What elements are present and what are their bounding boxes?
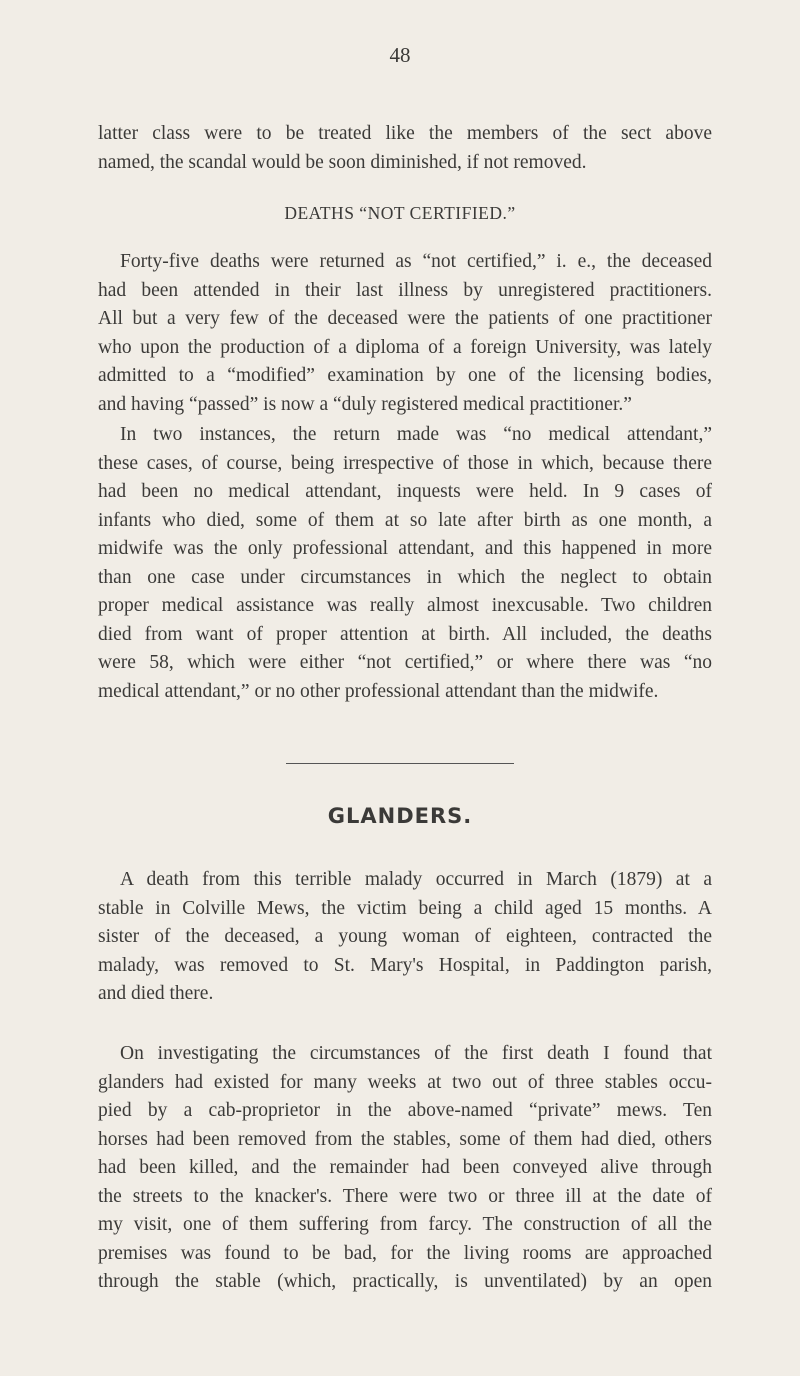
text-line: stable in Colville Mews, the victim being a child aged 15 months. A [98, 897, 712, 919]
section-heading-glanders: GLANDERS. [327, 804, 473, 828]
text-line: had been attended in their last illness by unregistered practitioners. [98, 279, 712, 301]
text-line: medical attendant,” or no other professional attendant than the midwife. [98, 680, 659, 702]
text-line: my visit, one of them suffering from farcy. The construction of all the [98, 1214, 712, 1235]
text-line: who upon the production of a diploma of a foreign University, was lately [98, 336, 712, 358]
text-line: were 58, which were either “not certified,” or where there was “no [98, 652, 712, 673]
text-line: premises was found to be bad, for the living rooms are approached [98, 1242, 712, 1264]
text-line: through the stable (which, practically, is unventilated) by an open [98, 1271, 712, 1292]
text-line: Forty-five deaths were returned as “not certified,” i. e., the deceased [120, 251, 712, 272]
text-line: the streets to the knacker's. There were two or three ill at the date of [98, 1185, 712, 1207]
text-line: horses had been removed from the stables, some of them had died, others [98, 1128, 712, 1150]
text-line: than one case under circumstances in which the neglect to obtain [98, 566, 712, 588]
page-number: 48 [389, 43, 411, 67]
text-line: pied by a cab-proprietor in the above-named “private” mews. Ten [98, 1100, 712, 1121]
text-line: All but a very few of the deceased were the patients of one practitioner [98, 308, 712, 329]
text-line: named, the scandal would be soon diminished, if not removed. [98, 151, 587, 173]
text-line: In two instances, the return made was “no medical attendant,” [120, 424, 712, 445]
text-line: glanders had existed for many weeks at two out of three stables occu- [98, 1071, 712, 1093]
text-line: had been killed, and the remainder had been conveyed alive through [98, 1157, 712, 1178]
text-line: and having “passed” is now a “duly registered medical practitioner.” [98, 393, 632, 415]
text-line: malady, was removed to St. Mary's Hospital, in Paddington parish, [98, 954, 712, 976]
section-divider [286, 763, 514, 764]
text-line: latter class were to be treated like the members of the sect above [98, 123, 712, 144]
text-line: proper medical assistance was really almost inexcusable. Two children [98, 595, 712, 616]
text-line: had been no medical attendant, inquests were held. In 9 cases of [98, 481, 712, 502]
text-line: sister of the deceased, a young woman of eighteen, contracted the [98, 926, 712, 947]
text-line: On investigating the circumstances of the first death I found that [120, 1043, 712, 1064]
text-line: and died there. [98, 983, 214, 1004]
section-heading-deaths: DEATHS “NOT CERTIFIED.” [284, 203, 516, 223]
text-line: admitted to a “modified” examination by one of the licensing bodies, [98, 365, 712, 386]
text-line: these cases, of course, being irrespective of those in which, because there [98, 452, 712, 474]
text-line: died from want of proper attention at birth. All included, the deaths [98, 623, 712, 645]
text-line: infants who died, some of them at so late after birth as one month, a [98, 509, 712, 531]
text-line: A death from this terrible malady occurred in March (1879) at a [120, 869, 712, 890]
text-line: midwife was the only professional attendant, and this happened in more [98, 538, 712, 559]
